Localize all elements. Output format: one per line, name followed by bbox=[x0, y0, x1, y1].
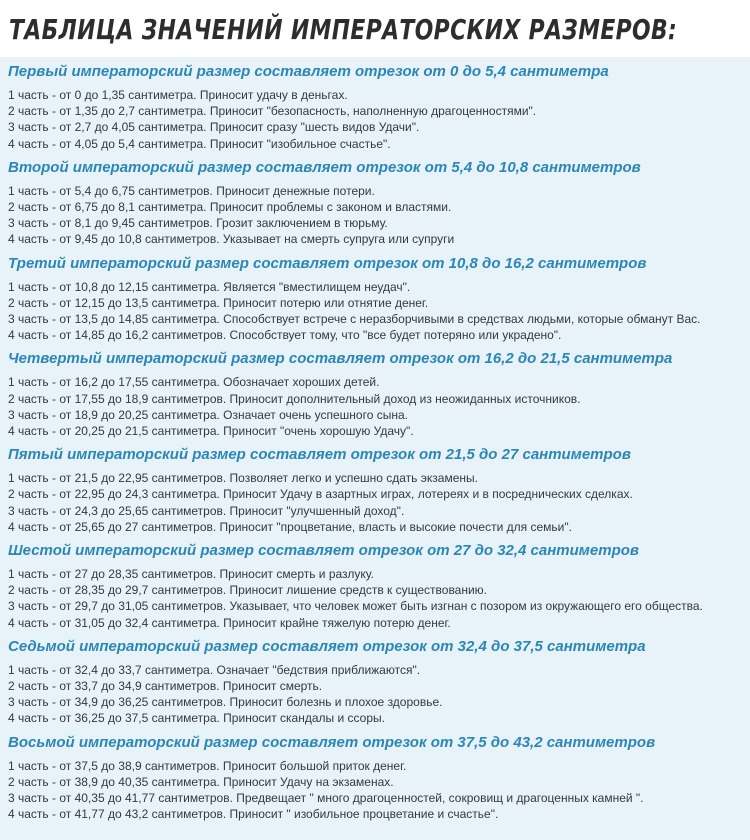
section-heading: Второй императорский размер составляет отрезок от 5,4 до 10,8 сантиметров bbox=[8, 158, 641, 176]
part-line: 4 часть - от 9,45 до 10,8 сантиметров. Указывает на смерть супруга или супруги bbox=[8, 232, 455, 247]
section-heading: Восьмой императорский размер составляет отрезок от 37,5 до 43,2 сантиметров bbox=[8, 733, 656, 751]
part-line: 1 часть - от 0 до 1,35 сантиметра. Приносит удачу в деньгах. bbox=[8, 88, 348, 102]
section-heading: Четвертый императорский размер составляет отрезок от 16,2 до 21,5 сантиметра bbox=[8, 350, 673, 368]
part-line: 1 часть - от 21,5 до 22,95 сантиметров. Позволяет легко и успешно сдать экзамены. bbox=[8, 471, 478, 486]
section-heading: Шестой императорский размер составляет отрезок от 27 до 32,4 сантиметров bbox=[8, 542, 639, 560]
content-panel bbox=[0, 57, 750, 840]
section-body bbox=[8, 279, 742, 344]
section-body bbox=[8, 758, 742, 823]
section-body bbox=[8, 662, 742, 727]
part-line: 4 часть - от 41,77 до 43,2 сантиметров. Приносит " изобильное процветание и счастье". bbox=[8, 807, 499, 822]
part-line: 2 часть - от 38,9 до 40,35 сантиметра. Приносит Удачу на экзаменах. bbox=[8, 774, 394, 789]
section-heading: Пятый императорский размер составляет отрезок от 21,5 до 27 сантиметров bbox=[8, 446, 631, 464]
part-line: 3 часть - от 8,1 до 9,45 сантиметров. Грозит заключением в тюрьму. bbox=[8, 216, 388, 231]
section-heading: Седьмой императорский размер составляет отрезок от 32,4 до 37,5 сантиметра bbox=[8, 637, 646, 655]
section-heading: Третий императорский размер составляет отрезок от 10,8 до 16,2 сантиметров bbox=[8, 254, 647, 272]
size-section-5 bbox=[8, 446, 742, 535]
part-line: 1 часть - от 5,4 до 6,75 сантиметров. Приносит денежные потери. bbox=[8, 183, 375, 198]
page-header bbox=[0, 0, 750, 57]
part-line: 1 часть - от 27 до 28,35 сантиметров. Приносит смерть и разлуку. bbox=[8, 567, 374, 582]
page-title: ТАБЛИЦА ЗНАЧЕНИЙ ИМПЕРАТОРСКИХ РАЗМЕРОВ: bbox=[9, 13, 678, 46]
part-line: 4 часть - от 14,85 до 16,2 сантиметров. Способствует тому, что "все будет потеряно или украдено". bbox=[8, 328, 562, 343]
section-heading: Первый императорский размер составляет отрезок от 0 до 5,4 сантиметра bbox=[8, 63, 609, 80]
part-line: 2 часть - от 12,15 до 13,5 сантиметра. Приносит потерю или отнятие денег. bbox=[8, 295, 429, 310]
part-line: 3 часть - от 29,7 до 31,05 сантиметров. Указывает, что человек может быть изгнан с позором из окружающего его общества. bbox=[8, 599, 703, 614]
size-section-6 bbox=[8, 542, 742, 631]
part-line: 2 часть - от 28,35 до 29,7 сантиметров. Приносит лишение средств к существованию. bbox=[8, 583, 488, 598]
part-line: 3 часть - от 24,3 до 25,65 сантиметров. Приносит "улучшенный доход". bbox=[8, 503, 405, 518]
section-body bbox=[8, 566, 742, 631]
part-line: 1 часть - от 32,4 до 33,7 сантиметра. Означает "бедствия приближаются". bbox=[8, 662, 421, 677]
size-section-2 bbox=[8, 159, 742, 248]
part-line: 4 часть - от 20,25 до 21,5 сантиметра. Приносит "очень хорошую Удачу". bbox=[8, 424, 414, 439]
part-line: 3 часть - от 18,9 до 20,25 сантиметра. Означает очень успешного сына. bbox=[8, 407, 408, 422]
part-line: 1 часть - от 16,2 до 17,55 сантиметра. Обозначает хороших детей. bbox=[8, 375, 380, 390]
section-body bbox=[8, 183, 742, 248]
section-body bbox=[8, 374, 742, 439]
part-line: 4 часть - от 25,65 до 27 сантиметров. Приносит "процветание, власть и высокие почести для семьи". bbox=[8, 519, 572, 534]
size-section-8 bbox=[8, 734, 742, 823]
part-line: 4 часть - от 4,05 до 5,4 сантиметра. Приносит "изобильное счастье". bbox=[8, 136, 391, 151]
part-line: 4 часть - от 36,25 до 37,5 сантиметра. Приносит скандалы и ссоры. bbox=[8, 711, 385, 726]
size-section-4 bbox=[8, 350, 742, 439]
part-line: 3 часть - от 34,9 до 36,25 сантиметров. Приносит болезнь и плохое здоровье. bbox=[8, 695, 443, 710]
part-line: 3 часть - от 13,5 до 14,85 сантиметра. Способствует встрече с неразборчивыми в средствах людьми, которые обманут Вас. bbox=[8, 312, 701, 327]
part-line: 2 часть - от 1,35 до 2,7 сантиметра. Приносит "безопасность, наполненную драгоценностями". bbox=[8, 104, 537, 119]
size-section-3 bbox=[8, 255, 742, 344]
part-line: 2 часть - от 17,55 до 18,9 сантиметров. Приносит дополнительный доход из неожиданных источников. bbox=[8, 391, 581, 406]
part-line: 2 часть - от 22,95 до 24,3 сантиметра. Приносит Удачу в азартных играх, лотереях и в посреднических сделках. bbox=[8, 487, 633, 502]
section-body bbox=[8, 87, 742, 152]
section-body bbox=[8, 470, 742, 535]
part-line: 2 часть - от 33,7 до 34,9 сантиметров. Приносит смерть. bbox=[8, 679, 323, 694]
part-line: 3 часть - от 2,7 до 4,05 сантиметра. Приносит сразу "шесть видов Удачи". bbox=[8, 120, 420, 135]
part-line: 1 часть - от 37,5 до 38,9 сантиметров. Приносит большой приток денег. bbox=[8, 758, 407, 773]
part-line: 2 часть - от 6,75 до 8,1 сантиметра. Приносит проблемы с законом и властями. bbox=[8, 200, 452, 215]
size-section-1 bbox=[8, 63, 742, 152]
part-line: 1 часть - от 10,8 до 12,15 сантиметра. Является "вместилищем неудач". bbox=[8, 279, 411, 294]
part-line: 4 часть - от 31,05 до 32,4 сантиметра. Приносит крайне тяжелую потерю денег. bbox=[8, 615, 451, 630]
part-line: 3 часть - от 40,35 до 41,77 сантиметров. Предвещает " много драгоценностей, сокровищ и драгоценных камней ". bbox=[8, 791, 644, 806]
size-section-7 bbox=[8, 638, 742, 727]
